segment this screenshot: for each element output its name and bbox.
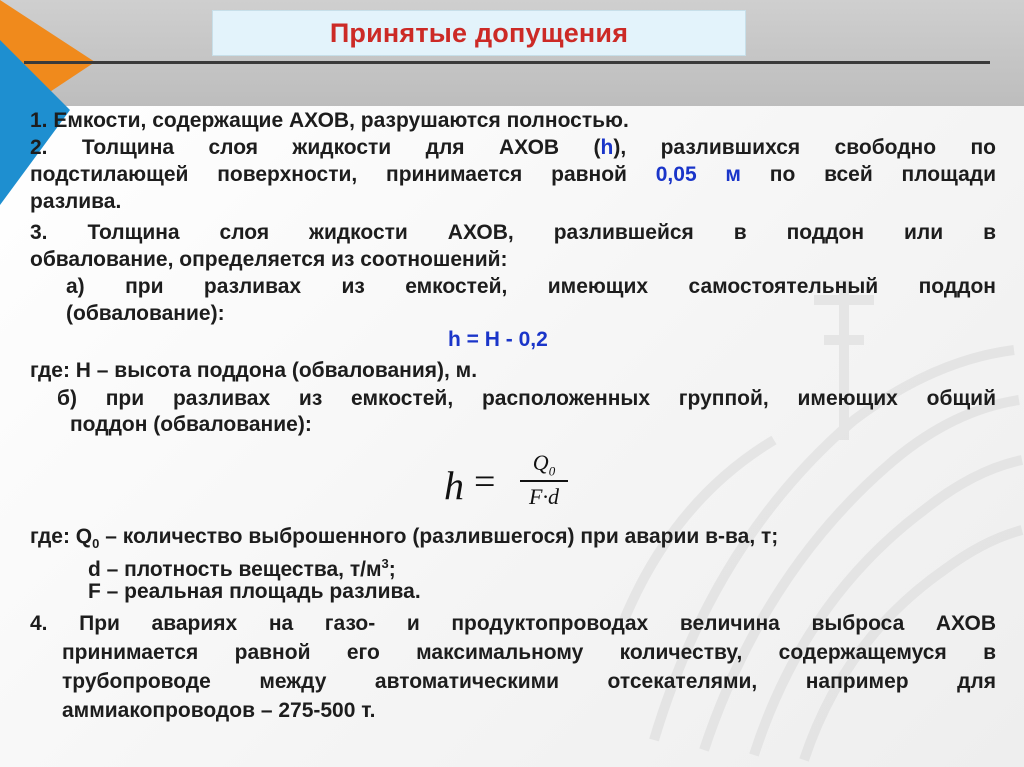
item-4-line-1: 4. При авариях на газо- и продуктопроводах величина выброса АХОВ [30, 612, 996, 635]
item-2-line-1 [30, 134, 996, 161]
item-2-line-2 [30, 161, 996, 188]
formula-lhs: h [444, 463, 464, 508]
item-2-text-b: ), разлившихся свободно по [613, 136, 996, 159]
item-4-line-2: принимается равной его максимальному количеству, содержащемуся в [62, 641, 996, 664]
item-2-text-a: 2. Толщина слоя жидкости для АХОВ ( [30, 136, 601, 159]
item-2-text-c: подстилающей поверхности, принимается равной [30, 163, 656, 186]
fraction-bar [520, 480, 568, 482]
where-F: F – реальная площадь разлива. [88, 580, 421, 603]
where-H: где: H – высота поддона (обвалования), м. [30, 359, 478, 382]
where-q-text: – количество выброшенного (разлившегося) при аварии в-ва, т; [99, 525, 779, 548]
item-3a-line-2: (обвалование): [66, 302, 225, 325]
where-q-label: где: Q [30, 525, 93, 548]
formula-equals: = [474, 461, 496, 503]
item-3-line-2: обвалование, определяется из соотношений: [30, 248, 508, 271]
title-divider [24, 61, 990, 64]
item-4-line-3: трубопроводе между автоматическими отсекателями, например для [62, 670, 996, 693]
item-4-line-4: аммиакопроводов – 275-500 т. [62, 699, 376, 722]
item-3b-line-2: поддон (обвалование): [70, 413, 312, 436]
title-box [212, 10, 746, 56]
where-d-sup: 3 [381, 556, 389, 571]
item-1: 1. Емкости, содержащие АХОВ, разрушаются полностью. [30, 109, 629, 132]
item-3a-line-1: а) при разливах из емкостей, имеющих самостоятельный поддон [66, 275, 996, 298]
fraction-denominator: F·d [529, 484, 559, 509]
item-2-h: h [600, 136, 614, 159]
fraction [518, 450, 570, 510]
where-d-text: d – плотность вещества, т/м [88, 558, 382, 581]
numerator-q: Q [532, 450, 549, 475]
fraction-numerator [518, 450, 570, 480]
item-2-text-d: по всей площади [740, 163, 997, 186]
item-2-value: 0,05 м [655, 163, 741, 186]
item-3-line-1: 3. Толщина слоя жидкости АХОВ, разлившейся в поддон или в [30, 221, 996, 244]
item-3b-line-1: б) при разливах из емкостей, расположенных группой, имеющих общий [57, 387, 996, 410]
item-2-line-3: разлива. [30, 190, 122, 213]
page-title: Принятые допущения [329, 17, 629, 48]
numerator-sub: 0 [548, 463, 556, 479]
where-d-end: ; [388, 558, 396, 581]
where-q-sub: 0 [92, 536, 100, 552]
formula-h-H: h = H - 0,2 [448, 328, 548, 351]
